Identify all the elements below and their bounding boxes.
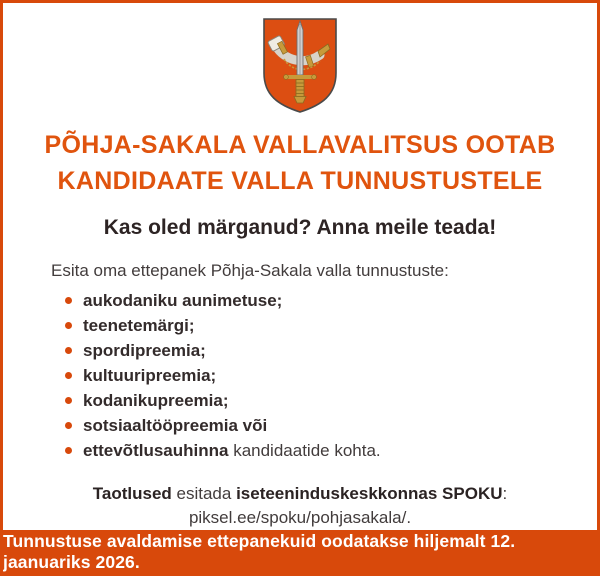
award-list-item — [65, 438, 597, 463]
award-name: sotsiaaltööpreemia või — [83, 416, 268, 435]
award-name: teenetemärgi; — [83, 316, 195, 335]
award-name: ettevõtlusauhinna — [83, 441, 229, 460]
award-list-item — [65, 413, 597, 438]
award-name: kodanikupreemia; — [83, 391, 229, 410]
coat-of-arms-icon — [260, 17, 340, 114]
apply-tail: : — [502, 484, 508, 503]
poster-title-line2: KANDIDAATE VALLA TUNNUSTUSTELE — [57, 167, 543, 195]
poster-subtitle: Kas oled märganud? Anna meile teada! — [103, 216, 497, 239]
poster-title — [3, 127, 597, 199]
apply-mid: esitada — [171, 484, 237, 503]
spoku-url: piksel.ee/spoku/pohjasakala/. — [188, 508, 412, 527]
intro-text: Esita oma ettepanek Põhja-Sakala valla tunnustuste: — [51, 261, 449, 280]
bullet-icon — [65, 347, 72, 354]
award-name: kultuuripreemia; — [83, 366, 217, 385]
application-instructions — [3, 484, 597, 504]
deadline-banner — [3, 530, 597, 573]
award-list-item — [65, 338, 597, 363]
award-list — [3, 288, 597, 463]
award-list-item — [65, 388, 597, 413]
award-name: aukodaniku aunimetuse; — [83, 291, 283, 310]
poster-title-line1: PÕHJA-SAKALA VALLAVALITSUS OOTAB — [44, 131, 556, 159]
bullet-icon — [65, 372, 72, 379]
bullet-icon — [65, 447, 72, 454]
bullet-icon — [65, 297, 72, 304]
award-list-item — [65, 363, 597, 388]
award-list-item — [65, 313, 597, 338]
deadline-text: Tunnustuse avaldamise ettepanekuid oodatakse hiljemalt 12. jaanuariks 2026. — [3, 530, 516, 572]
award-name: spordipreemia; — [83, 341, 206, 360]
apply-bold-1: Taotlused — [92, 484, 172, 503]
bullet-icon — [65, 422, 72, 429]
award-suffix: kandidaatide kohta. — [228, 441, 381, 460]
apply-bold-2: iseteeninduskeskkonnas SPOKU — [236, 484, 503, 503]
bullet-icon — [65, 322, 72, 329]
award-list-item — [65, 288, 597, 313]
bullet-icon — [65, 397, 72, 404]
